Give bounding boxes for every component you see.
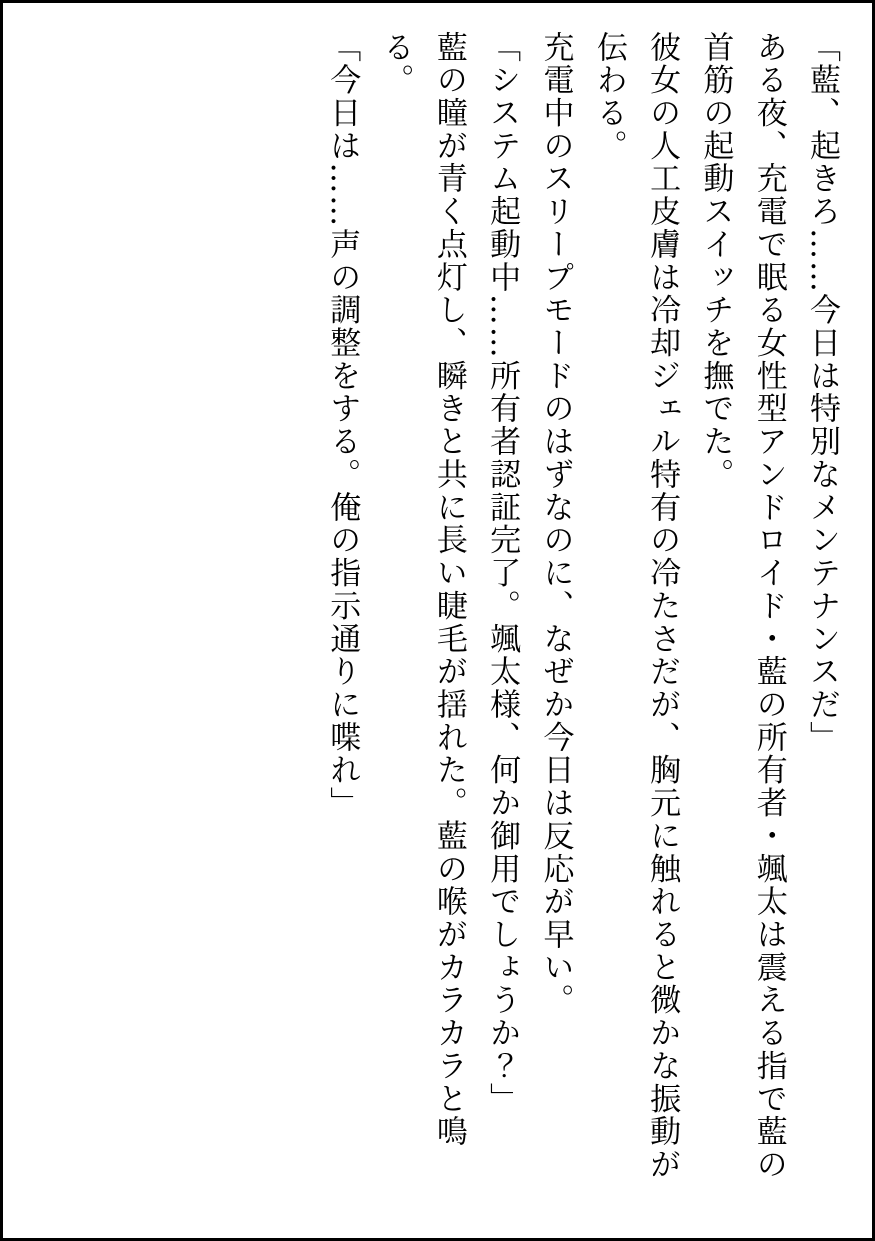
paragraph: 彼女の人工皮膚は冷却ジェル特有の冷たさだが、胸元に触れると微かな振動が伝わる。 [590, 31, 681, 1182]
paragraph: ある夜、充電で眠る女性型アンドロイド・藍の所有者・颯太は震える指で藍の首筋の起動スイッチを撫でた。 [697, 31, 787, 1182]
page-content-area [27, 31, 848, 1210]
paragraph: 「藍、起きろ……今日は特別なメンテナンスだ」 [804, 31, 840, 754]
paragraph: 「今日は……声の調整をする。俺の指示通りに喋れ」 [324, 31, 361, 820]
paragraph: 藍の瞳が青く点灯し、瞬きと共に長い睫毛が揺れた。藍の喉がカラカラと鳴る。 [377, 31, 467, 1149]
vertical-text-body [27, 31, 848, 1210]
paragraph: 「システム起動中……所有者認証完了。颯太様、何か御用でしょうか？」 [484, 31, 521, 1116]
paragraph: 充電中のスリープモードのはずなのに、なぜか今日は反応が早い。 [537, 31, 574, 1017]
